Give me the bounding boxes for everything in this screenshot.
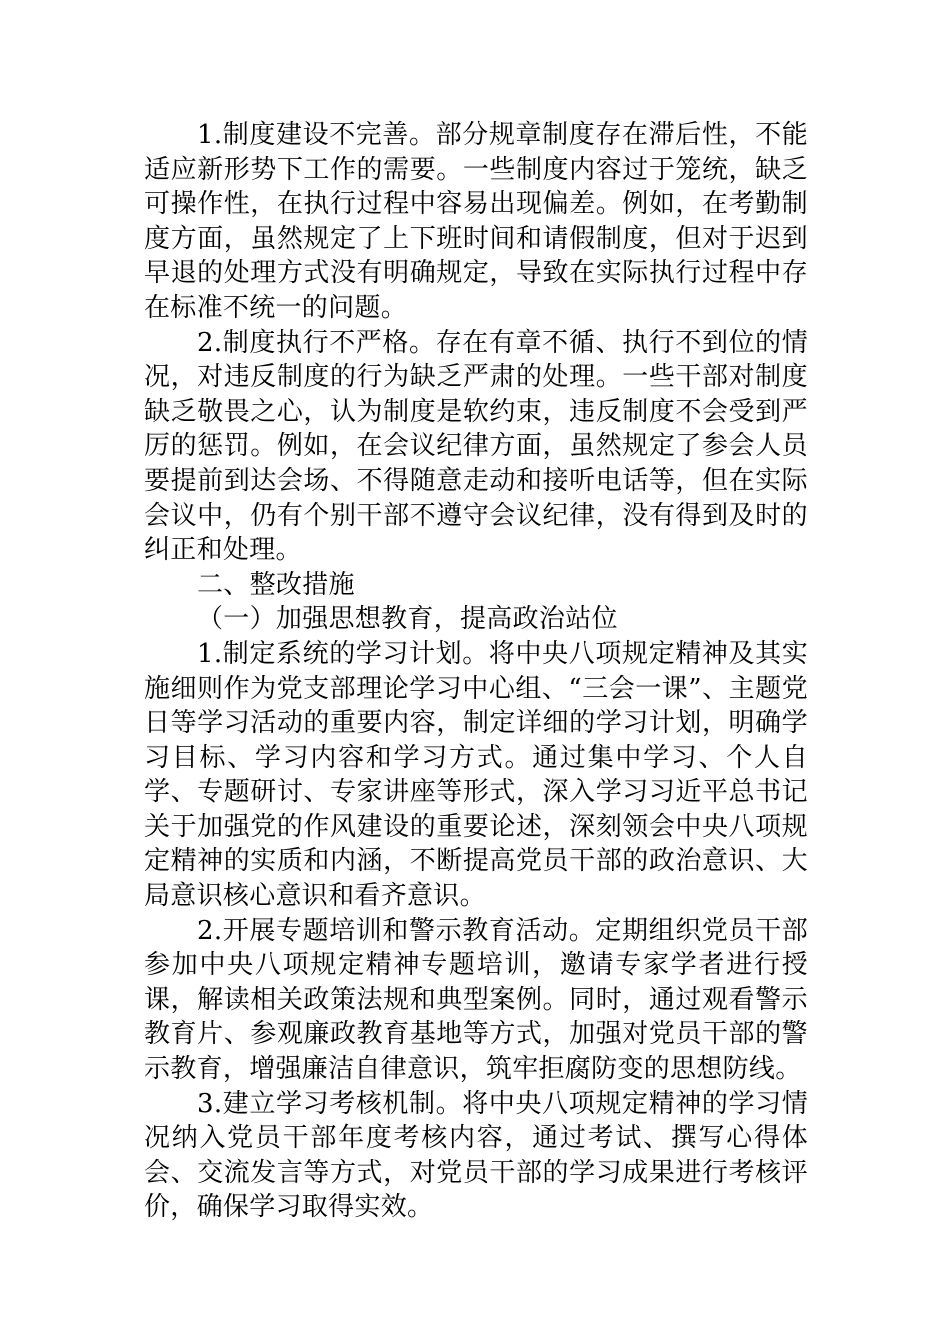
paragraph-study-plan: 1.制定系统的学习计划。将中央八项规定精神及其实施细则作为党支部理论学习中心组、“三会一课”、主题党日等学习活动的重要内容，制定详细的学习计划，明确学习目标、学习内容和学习方式。通过集中学习、个人自学、专题研讨、专家讲座等形式，深入学习习近平总书记关于加强党的作风建设的重要论述，深刻领会中央八项规定精神的实质和内涵，不断提高党员干部的政治意识、大局意识核心意识和看齐意识。 bbox=[144, 638, 808, 912]
section-heading: 二、整改措施 bbox=[197, 569, 355, 600]
paragraph-training: 2.开展专题培训和警示教育活动。定期组织党员干部参加中央八项规定精神专题培训，邀请专家学者进行授课，解读相关政策法规和典型案例。同时，通过观看警示教育片、参观廉政教育基地等方式，加强对党员干部的警示教育，增强廉洁自律意识，筑牢拒腐防变的思想防线。 bbox=[144, 915, 808, 1085]
subsection-heading: （一）加强思想教育，提高政治站位 bbox=[197, 604, 618, 635]
document-body bbox=[144, 118, 808, 1225]
paragraph-execution-lax: 2.制度执行不严格。存在有章不循、执行不到位的情况，对违反制度的行为缺乏严肃的处理。一些干部对制度缺乏敬畏之心，认为制度是软约束，违反制度不会受到严厉的惩罚。例如，在会议纪律方面，虽然规定了参会人员要提前到达会场、不得随意走动和接听电话等，但在实际会议中，仍有个别干部不遵守会议纪律，没有得到及时的纠正和处理。 bbox=[144, 327, 808, 566]
paragraph-institution-incomplete: 1.制度建设不完善。部分规章制度存在滞后性，不能适应新形势下工作的需要。一些制度内容过于笼统，缺乏可操作性，在执行过程中容易出现偏差。例如，在考勤制度方面，虽然规定了上下班时间和请假制度，但对于迟到早退的处理方式没有明确规定，导致在实际执行过程中存在标准不统一的问题。 bbox=[144, 120, 808, 323]
paragraph-assessment: 3.建立学习考核机制。将中央八项规定精神的学习情况纳入党员干部年度考核内容，通过考试、撰写心得体会、交流发言等方式，对党员干部的学习成果进行考核评价，确保学习取得实效。 bbox=[144, 1088, 808, 1223]
